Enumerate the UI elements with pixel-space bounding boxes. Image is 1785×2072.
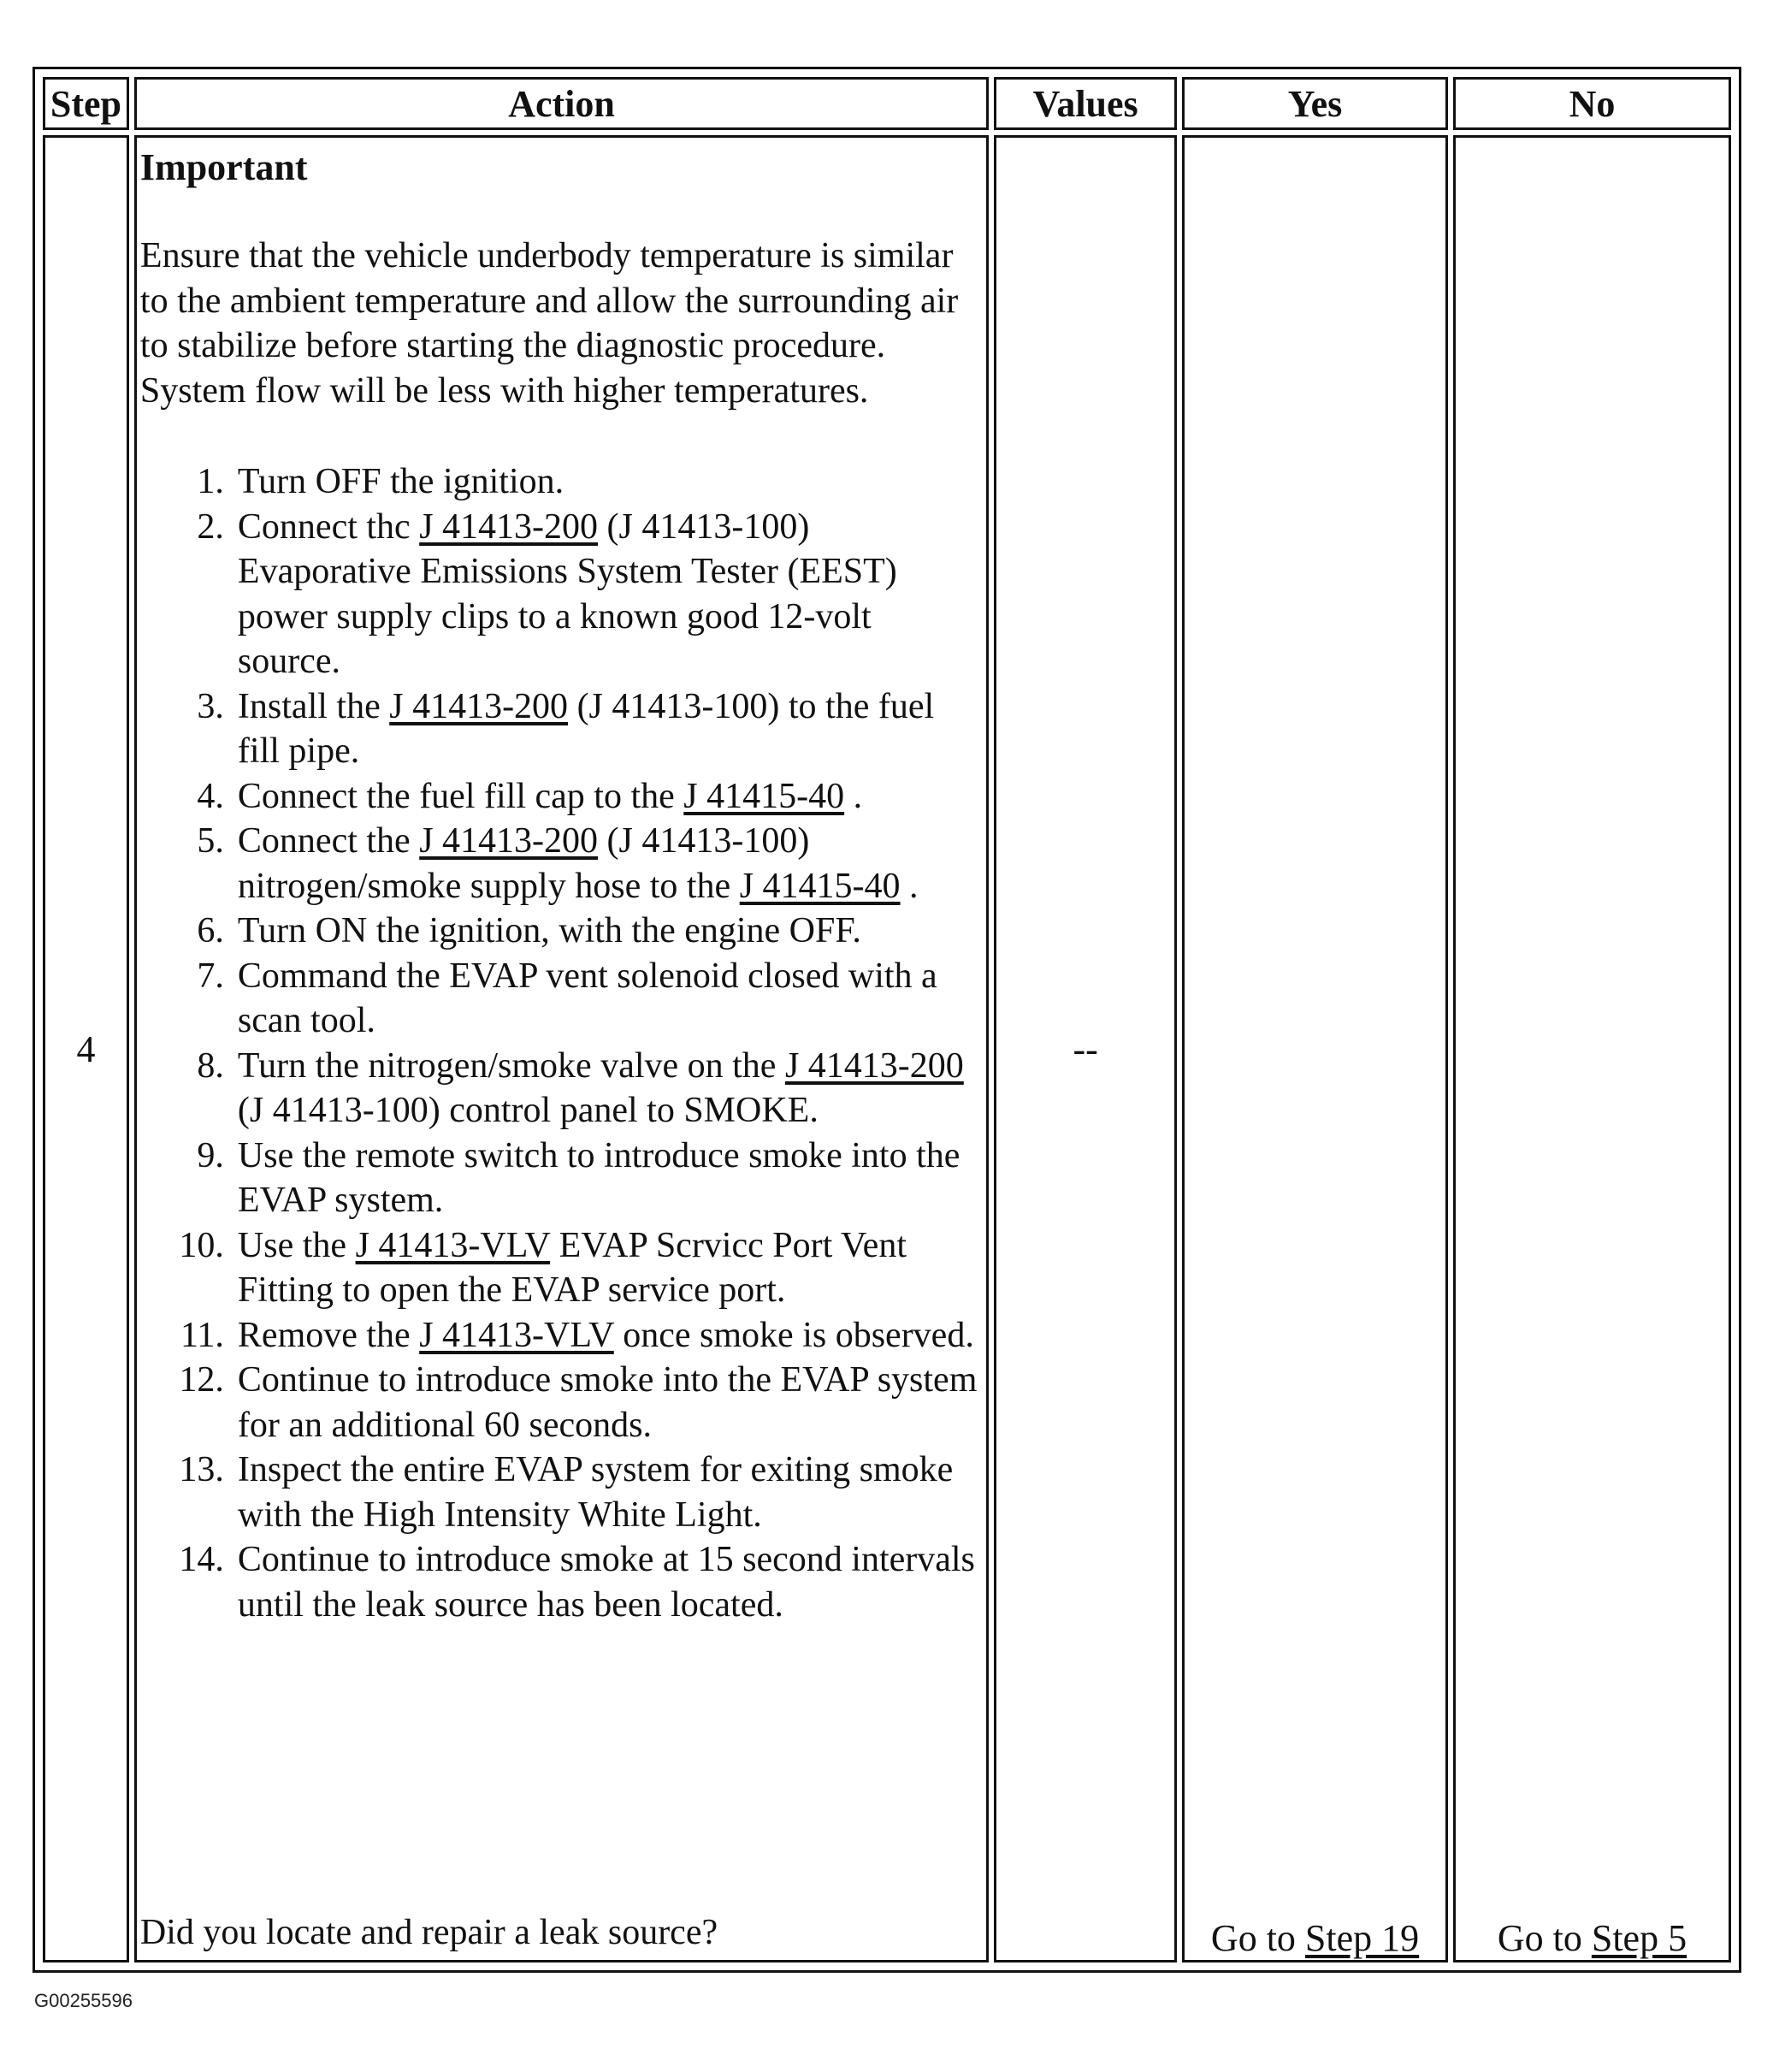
- header-row: [43, 77, 1731, 130]
- list-item: [137, 954, 986, 1044]
- yes-prefix: Go to: [1210, 1917, 1305, 1959]
- tool-link[interactable]: J 41413-200: [784, 1045, 964, 1086]
- step-index: 10.: [179, 1225, 224, 1265]
- tool-link[interactable]: J 41413-200: [419, 821, 599, 861]
- step-number: 4: [43, 135, 129, 1962]
- step-text: .: [844, 776, 863, 816]
- list-item: [137, 1044, 986, 1134]
- step-text: Use the remote switch to introduce smoke into the EVAP system.: [237, 1135, 960, 1220]
- step-index: 1.: [197, 462, 224, 501]
- goto-step-19-link[interactable]: Step 19: [1304, 1917, 1420, 1959]
- step-text: Connect the fuel fill cap to the: [237, 776, 684, 816]
- tool-link[interactable]: J 41413-200: [419, 506, 599, 547]
- tool-link[interactable]: J 41415-40: [683, 776, 845, 816]
- list-item: [137, 1447, 986, 1537]
- step-index: 3.: [197, 686, 224, 726]
- values-cell: --: [994, 135, 1177, 1962]
- step-text: Connect the: [237, 821, 420, 861]
- figure-id: G00255596: [34, 1990, 133, 2011]
- step-text: (J 41413-100) nitrogen/smoke supply hose to the: [237, 821, 810, 906]
- action-cell: [134, 135, 989, 1962]
- step-text: Inspect the entire EVAP system for exiting smoke with the High Intensity White Light.: [237, 1450, 954, 1535]
- step-text: Command the EVAP vent solenoid closed with a scan tool.: [237, 956, 937, 1040]
- step-text: Continue to introduce smoke at 15 second intervals until the leak source has been located.: [237, 1540, 975, 1625]
- step-index: 2.: [197, 506, 224, 547]
- step-text: Turn the nitrogen/smoke valve on the: [237, 1045, 785, 1086]
- step-index: 9.: [197, 1135, 224, 1175]
- step-text: Turn OFF the ignition.: [237, 462, 564, 501]
- tool-link[interactable]: J 41415-40: [739, 866, 901, 906]
- step-text: Connect thc: [237, 506, 420, 547]
- step-text: (J 41413-100) to the fuel fill pipe.: [237, 686, 935, 771]
- step-text: (J 41413-100) control panel to SMOKE.: [237, 1091, 819, 1130]
- step-index: 7.: [197, 956, 224, 996]
- no-cell: [1453, 135, 1731, 1962]
- list-item: [137, 819, 986, 909]
- tool-link[interactable]: J 41413-VLV: [355, 1225, 551, 1265]
- goto-step-5-link[interactable]: Step 5: [1591, 1917, 1687, 1959]
- step-index: 11.: [180, 1315, 224, 1355]
- list-item: [137, 684, 986, 774]
- step-text: .: [900, 866, 919, 906]
- important-note: Ensure that the vehicle underbody temperature is similar to the ambient temperature and allow the surrounding air to stabilize before starting the diagnostic procedure. System flow will be less with higher temperatures.: [139, 236, 959, 411]
- header-yes: Yes: [1182, 77, 1448, 130]
- yes-cell: [1182, 135, 1448, 1962]
- step-index: 13.: [179, 1450, 224, 1489]
- step-index: 8.: [197, 1045, 224, 1086]
- important-label: Important: [139, 146, 308, 188]
- list-item: [137, 1313, 986, 1359]
- list-item: [137, 505, 986, 684]
- list-item: [137, 1358, 986, 1447]
- step-text: (J 41413-100) Evaporative Emissions System Tester (EEST) power supply clips to a known good 12-volt source.: [237, 506, 897, 681]
- tool-link[interactable]: J 41413-200: [389, 686, 569, 726]
- step-index: 12.: [179, 1360, 224, 1400]
- header-step: Step: [43, 77, 129, 130]
- step-text: Use the: [237, 1225, 356, 1265]
- list-item: [137, 1134, 986, 1223]
- diagnostic-table: [38, 72, 1736, 1968]
- question-text: Did you locate and repair a leak source?: [139, 1913, 718, 1952]
- step-text: Turn ON the ignition, with the engine OFF.: [237, 911, 861, 950]
- step-index: 5.: [197, 821, 224, 861]
- tool-link[interactable]: J 41413-VLV: [419, 1315, 614, 1355]
- procedure-steps: [137, 459, 986, 1627]
- step-text: once smoke is observed.: [613, 1315, 974, 1355]
- step-index: 4.: [197, 776, 224, 816]
- header-action: Action: [134, 77, 989, 130]
- step-text: EVAP Scrvicc Port Vent Fitting to open the EVAP service port.: [237, 1225, 907, 1310]
- list-item: [137, 1537, 986, 1627]
- header-values: Values: [994, 77, 1177, 130]
- step-index: 6.: [197, 911, 224, 950]
- step-index: 14.: [179, 1540, 224, 1579]
- step-text: Remove the: [237, 1315, 420, 1355]
- no-prefix: Go to: [1497, 1917, 1592, 1959]
- list-item: [137, 909, 986, 954]
- list-item: [137, 1223, 986, 1313]
- list-item: [137, 774, 986, 820]
- step-text: Continue to introduce smoke into the EVAP system for an additional 60 seconds.: [237, 1360, 978, 1445]
- list-item: [137, 459, 986, 505]
- step-text: Install the: [237, 686, 390, 726]
- table-row: [43, 135, 1731, 1962]
- header-no: No: [1453, 77, 1731, 130]
